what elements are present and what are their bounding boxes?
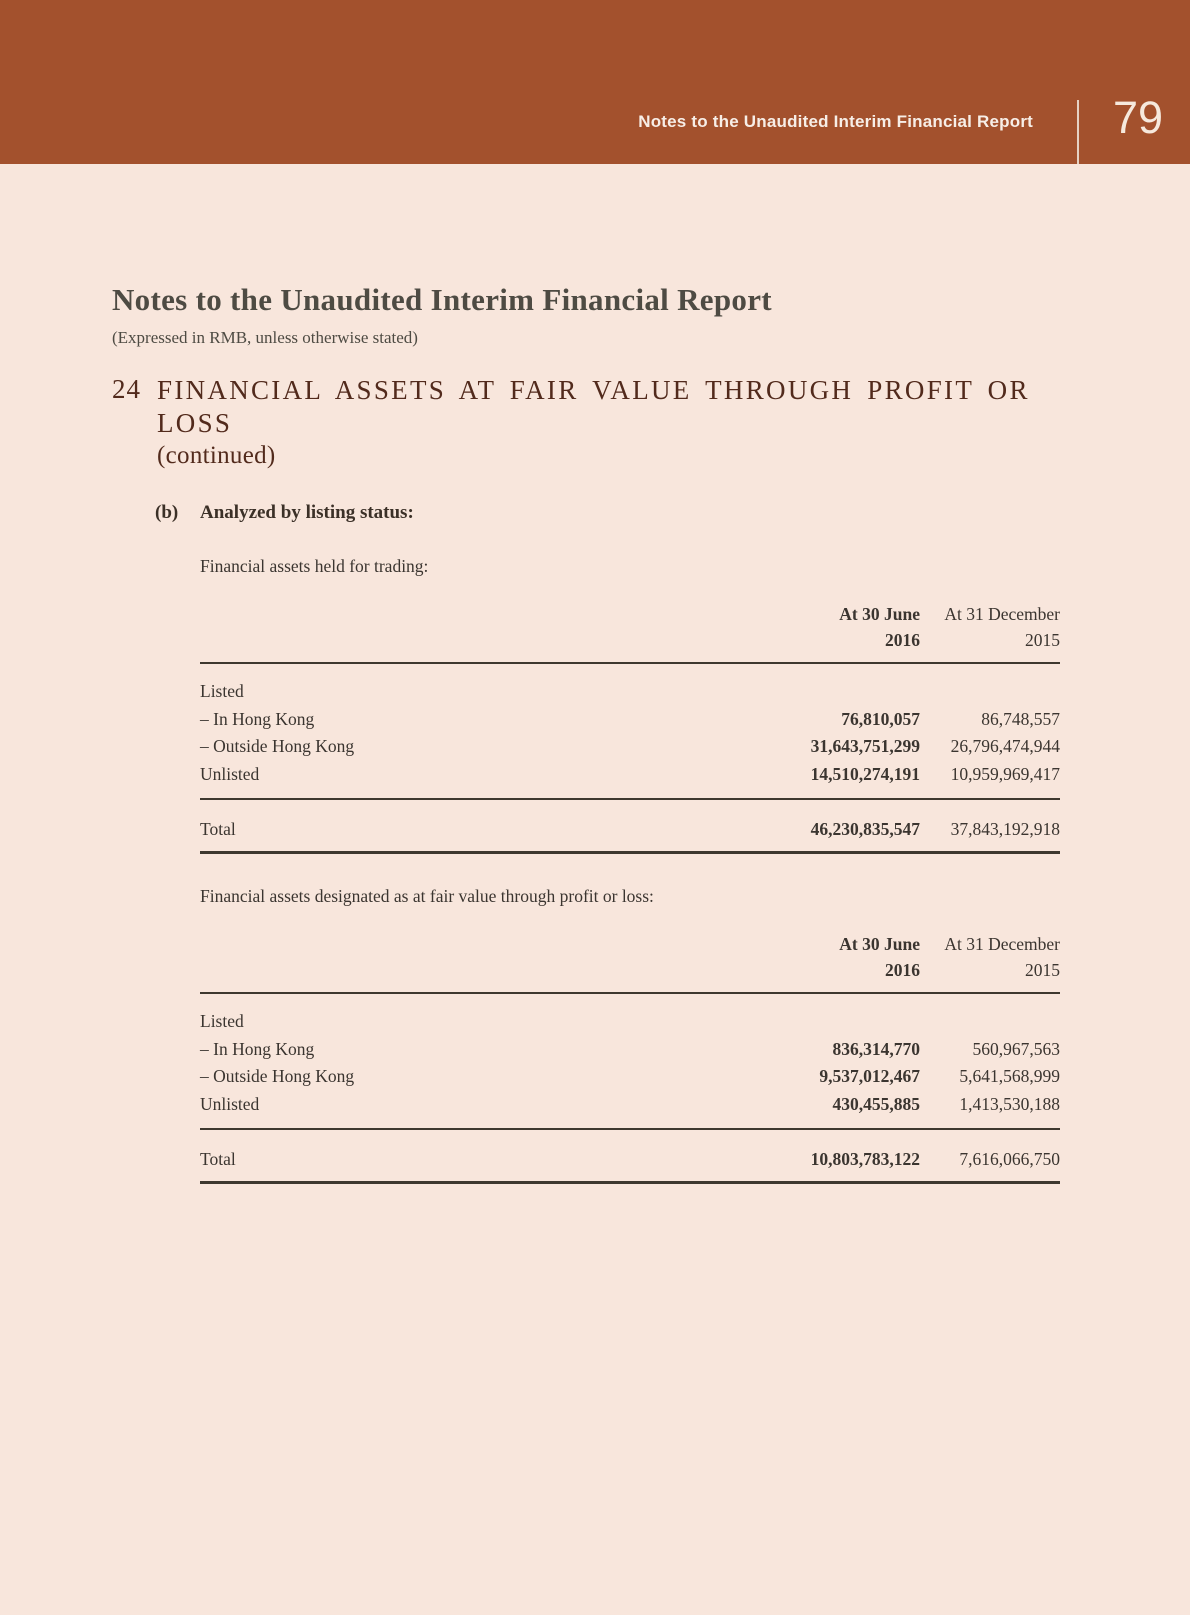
cell-2015: 560,967,563 <box>972 1038 1060 1059</box>
header-band <box>0 0 1190 164</box>
cell-2015: 5,641,568,999 <box>959 1066 1060 1086</box>
table-row <box>200 761 1060 789</box>
page-title: Notes to the Unaudited Interim Financial Report <box>112 282 772 317</box>
table-row <box>200 1063 1060 1091</box>
col-header-2015-line1: At 31 December <box>944 934 1060 954</box>
section-heading: FINANCIAL ASSETS AT FAIR VALUE THROUGH PROFIT OR LOSS <box>157 375 1030 438</box>
col-header-2015 <box>920 601 1060 653</box>
col-header-2016 <box>760 601 920 653</box>
col-header-2016-line1: At 30 June <box>839 934 920 954</box>
row-label: Unlisted <box>200 763 260 784</box>
table-row <box>200 678 1060 706</box>
total-2015: 37,843,192,918 <box>950 819 1060 839</box>
total-2015: 7,616,066,750 <box>959 1149 1060 1169</box>
table-held-for-trading <box>200 601 1060 854</box>
page-subtitle: (Expressed in RMB, unless otherwise stated) <box>112 328 418 347</box>
col-header-2016-line1: At 30 June <box>839 604 920 624</box>
table-caption-designated: Financial assets designated as at fair value through profit or loss: <box>200 886 654 906</box>
cell-2016: 76,810,057 <box>841 708 920 729</box>
cell-2015: 1,413,530,188 <box>959 1093 1060 1114</box>
subsection-b <box>112 502 1060 524</box>
page-number: 79 <box>1112 92 1164 143</box>
page-content <box>0 282 1190 1184</box>
table-row <box>200 1091 1060 1119</box>
table-row <box>200 1008 1060 1036</box>
subsection-title: Analyzed by listing status: <box>200 502 414 523</box>
header-band-title: Notes to the Unaudited Interim Financial Report <box>638 112 1033 131</box>
table-header <box>200 601 1060 664</box>
col-header-2016-line2: 2016 <box>885 960 920 980</box>
section-number: 24 <box>112 374 141 404</box>
table-designated <box>200 931 1060 1184</box>
cell-2016: 14,510,274,191 <box>810 763 920 784</box>
cell-2015: 10,959,969,417 <box>950 763 1060 784</box>
col-header-2015-line2: 2015 <box>1025 960 1060 980</box>
table-row <box>200 1036 1060 1064</box>
col-header-2015-line2: 2015 <box>1025 630 1060 650</box>
total-2016: 10,803,783,122 <box>810 1149 920 1169</box>
cell-2016: 9,537,012,467 <box>819 1066 920 1086</box>
col-header-2016 <box>760 931 920 983</box>
table-caption-held-for-trading: Financial assets held for trading: <box>200 556 429 576</box>
row-label: – Outside Hong Kong <box>200 1066 355 1086</box>
col-header-2016-line2: 2016 <box>885 630 920 650</box>
row-label: Unlisted <box>200 1093 260 1114</box>
col-header-2015-line1: At 31 December <box>944 604 1060 624</box>
table-total-row <box>200 800 1060 854</box>
total-2016: 46,230,835,547 <box>810 819 920 839</box>
col-header-2015 <box>920 931 1060 983</box>
header-divider <box>1077 100 1079 164</box>
cell-2015: 86,748,557 <box>981 708 1060 729</box>
subsection-label: (b) <box>155 502 179 523</box>
row-label: Listed <box>200 1011 244 1031</box>
row-label: – Outside Hong Kong <box>200 736 355 756</box>
table-row <box>200 706 1060 734</box>
cell-2016: 31,643,751,299 <box>810 736 920 756</box>
section-continued: (continued) <box>157 442 276 469</box>
cell-2015: 26,796,474,944 <box>950 736 1060 756</box>
table-body <box>200 994 1060 1130</box>
total-label: Total <box>200 819 236 839</box>
table-row <box>200 733 1060 761</box>
row-label: – In Hong Kong <box>200 1038 315 1059</box>
section-24 <box>112 374 1060 472</box>
total-label: Total <box>200 1149 236 1169</box>
table-header <box>200 931 1060 994</box>
cell-2016: 836,314,770 <box>832 1038 920 1059</box>
tables-container <box>200 556 1060 1184</box>
table-total-row <box>200 1130 1060 1184</box>
row-label: – In Hong Kong <box>200 708 315 729</box>
row-label: Listed <box>200 681 244 701</box>
cell-2016: 430,455,885 <box>832 1093 920 1114</box>
table-body <box>200 664 1060 800</box>
